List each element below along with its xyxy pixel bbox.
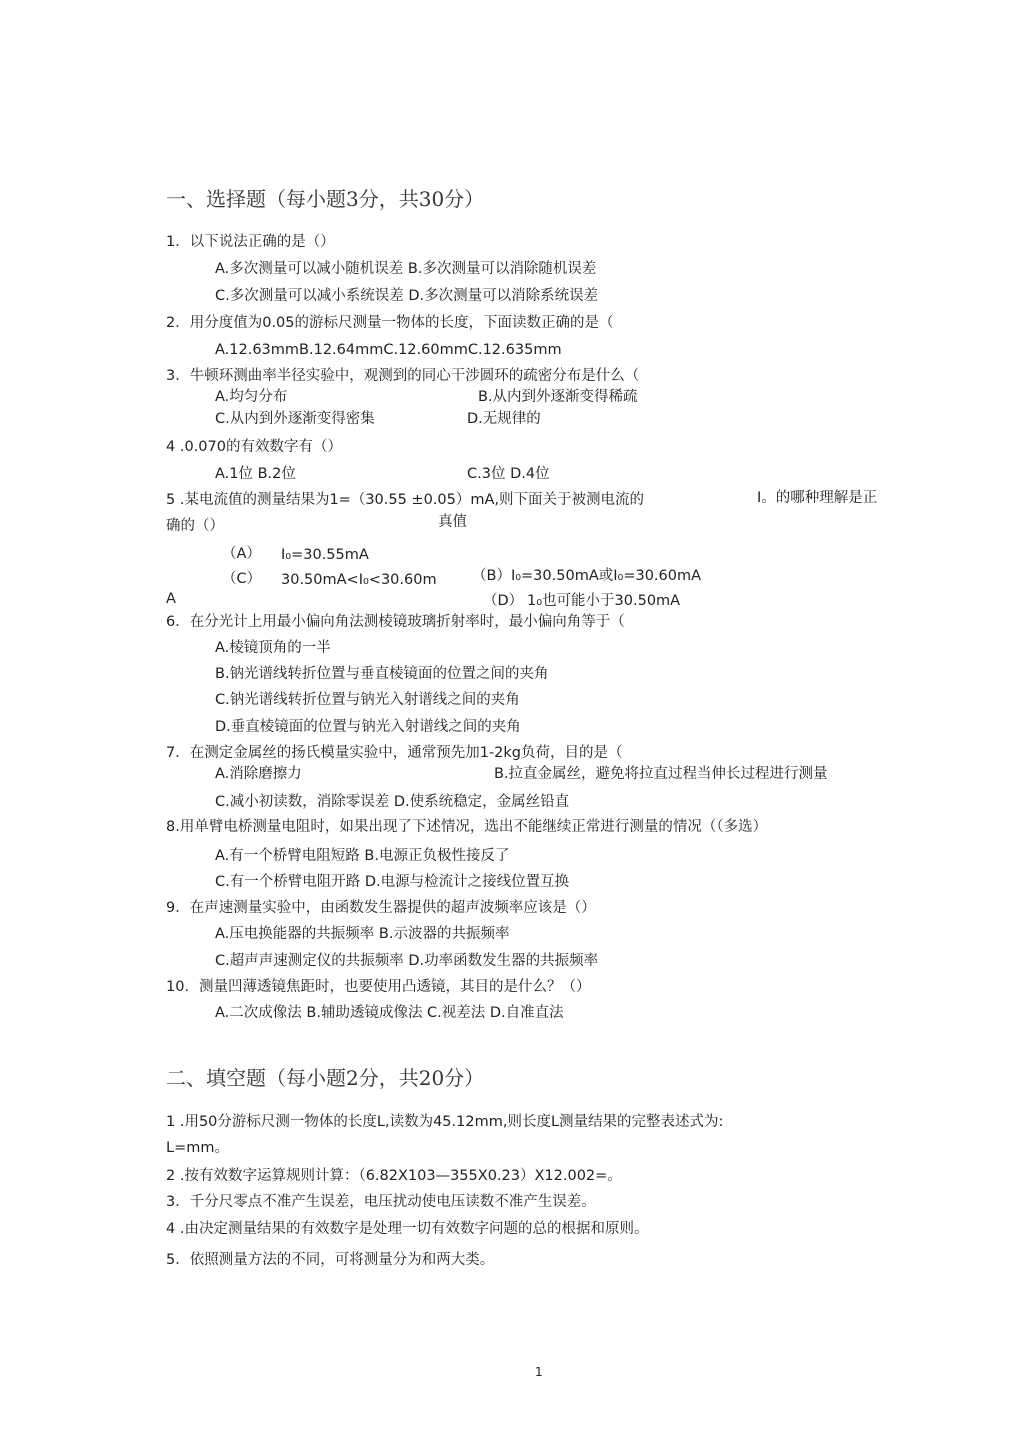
- question-stem: 9．在声速测量实验中，由函数发生器提供的超声波频率应该是（）: [166, 900, 596, 916]
- section-2-title: 二、填空题（每小题2分，共20分）: [166, 1066, 485, 1090]
- option-line: A.12.63mmB.12.64mmC.12.60mmC.12.635mm: [215, 342, 562, 358]
- option-a: A.均匀分布: [215, 389, 288, 405]
- option-ab: A.1位 B.2位: [215, 466, 296, 482]
- question-stem: 10．测量凹薄透镜焦距时，也要使用凸透镜，其目的是什么？（）: [166, 979, 591, 995]
- option-line: A.二次成像法 B.辅助透镜成像法 C.视差法 D.自准直法: [215, 1005, 564, 1021]
- question-stem: 2．用分度值为0.05的游标尺测量一物体的长度，下面读数正确的是（: [166, 315, 614, 331]
- question-stem: 1．以下说法正确的是（）: [166, 234, 335, 250]
- option-d-text: 1₀也可能小于30.50mA: [527, 593, 681, 609]
- question-stem: 4 .0.070的有效数字有（）: [166, 439, 342, 455]
- option-c-text: 30.50mA<I₀<30.60m: [281, 572, 437, 588]
- option-b: B.拉直金属丝，避免将拉直过程当伸长过程进行测量: [494, 766, 828, 782]
- option-a-text: I₀=30.55mA: [281, 547, 369, 563]
- question-stem: 3．牛顿环测曲率半径实验中，观测到的同心干涉圆环的疏密分布是什么（: [166, 368, 640, 384]
- option-c: C.钠光谱线转折位置与钠光入射谱线之间的夹角: [215, 692, 520, 708]
- fill-question-4: 4 .由决定测量结果的有效数字是处理一切有效数字问题的总的根据和原则。: [166, 1221, 649, 1237]
- question-stem-tail: I。的哪种理解是正: [757, 490, 878, 506]
- question-stem: 5 .某电流值的测量结果为1=（30.55 ±0.05）mA,则下面关于被测电流的: [166, 492, 645, 508]
- option-line: A.有一个桥臂电阻短路 B.电源正负极性接反了: [215, 848, 510, 864]
- option-a: A.棱镜顶角的一半: [215, 640, 331, 656]
- option-c-label: （C）: [222, 571, 262, 587]
- option-line: A.压电换能器的共振频率 B.示波器的共振频率: [215, 926, 510, 942]
- option-c: C.从内到外逐渐变得密集: [215, 411, 375, 427]
- fill-question-5: 5．依照测量方法的不同，可将测量分为和两大类。: [166, 1252, 495, 1268]
- option-d: D.无规律的: [467, 411, 541, 427]
- question-stem: 8.用单臂电桥测量电阻时，如果出现了下述情况，选出不能继续正常进行测量的情况（（多选）: [166, 819, 768, 835]
- page-number: 1: [535, 1365, 543, 1379]
- fill-question-1: 1 .用50分游标尺测一物体的长度L,读数为45.12mm,则长度L测量结果的完整表述式为:: [166, 1114, 724, 1130]
- option-d: D.垂直棱镜面的位置与钠光入射谱线之间的夹角: [215, 719, 521, 735]
- option-cd: C.3位 D.4位: [467, 466, 550, 482]
- fill-question-1-cont: L=mm。: [166, 1140, 229, 1156]
- question-stem-cont: 确的（）: [166, 518, 224, 534]
- option-c-tail: A: [166, 591, 176, 607]
- option-line: C.多次测量可以减小系统误差 D.多次测量可以消除系统误差: [215, 288, 599, 304]
- fill-question-3: 3．千分尺零点不准产生误差，电压扰动使电压读数不准产生误差。: [166, 1194, 596, 1210]
- section-1-title: 一、选择题（每小题3分，共30分）: [166, 187, 485, 211]
- option-b: B.钠光谱线转折位置与垂直棱镜面的位置之间的夹角: [215, 666, 549, 682]
- option-b: B.从内到外逐渐变得稀疏: [478, 389, 638, 405]
- option-b-text: （B）I₀=30.50mA或I₀=30.60mA: [472, 568, 702, 584]
- option-a-label: （A）: [222, 546, 261, 562]
- option-line: A.多次测量可以减小随机误差 B.多次测量可以消除随机误差: [215, 261, 597, 277]
- question-stem: 7．在测定金属丝的扬氏模量实验中，通常预先加1-2kg负荷，目的是（: [166, 745, 623, 761]
- option-line: C.超声声速测定仪的共振频率 D.功率函数发生器的共振频率: [215, 953, 599, 969]
- fill-question-2: 2 .按有效数字运算规则计算：（6.82X103—355X0.23）X12.002=。: [166, 1168, 622, 1184]
- question-stem: 6．在分光计上用最小偏向角法测棱镜玻璃折射率时，最小偏向角等于（: [166, 614, 625, 630]
- option-a: A.消除磨擦力: [215, 766, 302, 782]
- question-stem-note: 真值: [438, 514, 467, 530]
- option-cd: C.减小初读数，消除零误差 D.使系统稳定，金属丝铅直: [215, 794, 570, 810]
- option-d-label: （D）: [483, 593, 524, 609]
- option-line: C.有一个桥臂电阻开路 D.电源与检流计之接线位置互换: [215, 874, 570, 890]
